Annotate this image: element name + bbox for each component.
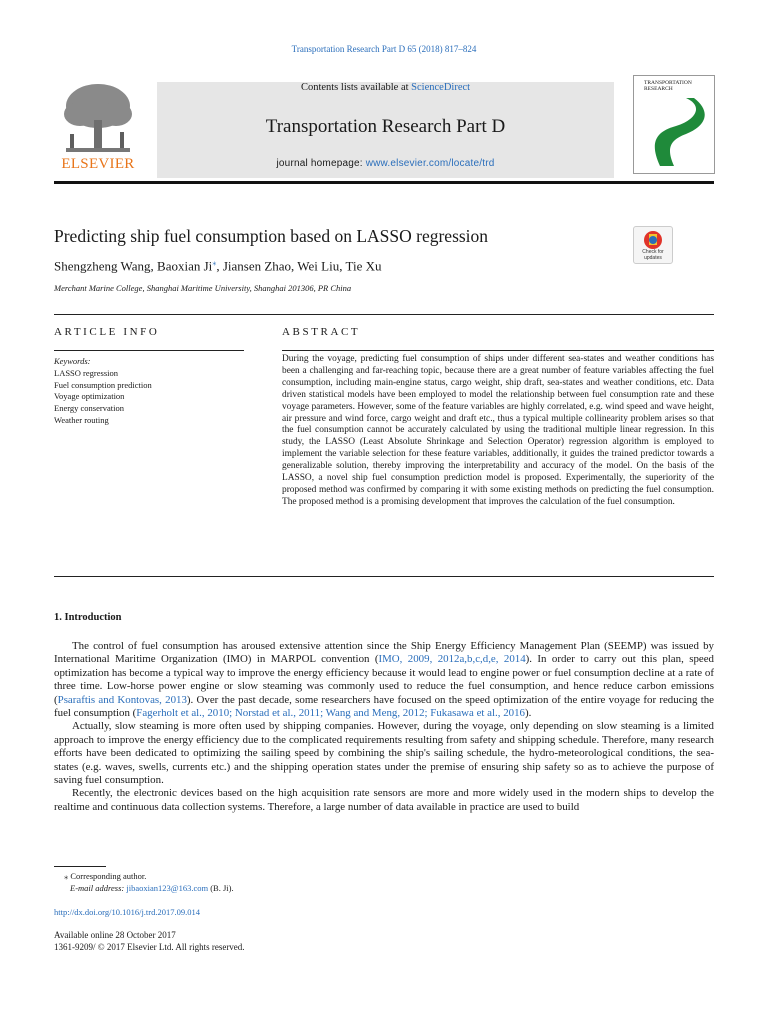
keywords-label: Keywords:: [54, 356, 91, 366]
journal-reference-link[interactable]: Transportation Research Part D 65 (2018) 817–824: [291, 44, 477, 54]
copyright: 1361-9209/ © 2017 Elsevier Ltd. All rights reserved.: [54, 942, 245, 952]
email-link[interactable]: jibaoxian123@163.com: [126, 883, 209, 893]
check-for-updates-button[interactable]: [633, 226, 673, 264]
keyword-item: Energy conservation: [54, 403, 124, 414]
p1-text-c: ). Over the past decade, some researchers have focused on the speed optimization of the entire voyage for reducing the fuel consumption (: [54, 693, 714, 720]
introduction-body: [54, 640, 714, 814]
p1-text-a: The control of fuel consumption has aroused extensive attention since the Ship Energy Efficiency Management Plan (SEEMP) was issued by International Maritime Organization (IMO) in MARPOL convention (: [54, 640, 714, 666]
corresponding-author-note: ⁎ Corresponding author.: [64, 871, 147, 881]
author-list: [54, 258, 382, 274]
intro-paragraph-1: [54, 640, 714, 720]
abstract-text: During the voyage, predicting fuel consumption of ships under different sea-states and weather conditions has been a challenging and far-reaching topic, because there are a great number of feature variables affecting the fuel consumption, including main-engine status, cargo weight, ship draft, sea-states and weather conditions, etc. Data driven statistical models have been employed to model the relationship between fuel consumption rate and these voyage parameters. However, some of the feature variables are highly correlated, e.g. wind speed and wave height, air pressure and wind force, cargo weight and draft etc., thus a typical multiple collinearity problem arises so that the fuel consumption cannot be accurately calculated by using the traditional multiple linear regression. In this study, the LASSO (Least Absolute Shrinkage and Selection Operator) regression algorithm is employed to implement the variable selection for these feature variables, additionally, it guides the trained predictor towards a generalizable solution, thereby improving the interpretability and accuracy of the model. On the basis of the LASSO, a novel ship fuel consumption prediction model is proposed. Experimentally, the superiority of the proposed method was confirmed by comparing it with some existing methods on predicting the fuel consumption. The proposed method is a promising development that improves the calculation of the fuel consumption.: [282, 354, 714, 507]
citation-imo[interactable]: IMO, 2009, 2012a,b,c,d,e, 2014: [378, 653, 526, 666]
intro-paragraph-2: Actually, slow steaming is more often used by shipping companies. However, during the voyage, only depending on slow steaming is a limited approach to improve the energy efficiency due to the complicated requirements resulting from safety and shipping schedule. Therefore, many research efforts have been dedicated to optimizing the sailing speed by combining the ship's sailing schedule, the hydro-meteorological conditions, the sea-states (e.g. waves, swells, currents etc.) and the shipping operation states under the premise of ensuring ship safety so as to achieve the purpose of saving fuel consumption.: [54, 720, 714, 787]
journal-cover-thumbnail[interactable]: [633, 75, 715, 174]
intro-paragraph-3: Recently, the electronic devices based on the high acquisition rate sensors are more and more widely used in the modern ships to develop the realtime and continuous data collection systems. Therefore, a large number of data available in practice are used to build: [54, 787, 714, 813]
homepage-prefix: journal homepage:: [276, 158, 366, 169]
abstract-rule: [282, 350, 714, 351]
keyword-item: Weather routing: [54, 414, 109, 425]
citation-psaraftis[interactable]: Psaraftis and Kontovas, 2013: [57, 693, 187, 706]
contents-prefix: Contents lists available at: [300, 82, 412, 93]
publication-info: [54, 929, 245, 953]
contents-line: [157, 82, 614, 93]
check-updates-label: Check for updates: [642, 249, 664, 261]
email-line: [54, 882, 234, 894]
footnotes: [54, 870, 234, 894]
email-suffix: (B. Ji).: [208, 883, 234, 893]
keyword-item: LASSO regression: [54, 367, 118, 378]
elsevier-wordmark: ELSEVIER: [61, 156, 135, 172]
citation-fagerholt[interactable]: Fagerholt et al., 2010; Norstad et al., 2011; Wang and Meng, 2012; Fukasawa et al., 2016: [136, 707, 525, 720]
email-label: E-mail address:: [70, 883, 127, 893]
authors-part-2: , Jiansen Zhao, Wei Liu, Tie Xu: [216, 258, 382, 274]
p1-text-d: ).: [524, 707, 532, 720]
sciencedirect-link[interactable]: ScienceDirect: [411, 82, 471, 93]
section-rule-top: [54, 314, 714, 315]
article-info-heading: ARTICLE INFO: [54, 326, 160, 338]
article-title: Predicting ship fuel consumption based on LASSO regression: [54, 226, 489, 246]
introduction-heading: 1. Introduction: [54, 612, 122, 623]
keyword-item: Fuel consumption prediction: [54, 379, 152, 390]
authors-part-1: Shengzheng Wang, Baoxian Ji: [54, 258, 213, 274]
footnote-rule: [54, 866, 106, 867]
affiliation: Merchant Marine College, Shanghai Maritime University, Shanghai 201306, PR China: [54, 283, 352, 293]
p1-text-b: ). In order to carry out this plan, speed optimization has become a typical way to improve the energy efficiency because it would lead to engine power or fuel consumption decline at a rate of three time. Low-horse power engine or slow steaming was commonly used to reduce the fuel consumption, and hence reduce carbon emissions (: [54, 653, 714, 706]
abstract-heading: ABSTRACT: [282, 326, 361, 338]
doi-link[interactable]: http://dx.doi.org/10.1016/j.trd.2017.09.014: [54, 907, 200, 917]
article-info-rule: [54, 350, 244, 351]
check-updates-icon: [634, 227, 672, 251]
header-rule: [54, 181, 714, 184]
journal-homepage: [157, 158, 614, 169]
cover-road-graphic: [634, 76, 714, 173]
keywords-block: [54, 356, 244, 427]
homepage-link[interactable]: www.elsevier.com/locate/trd: [365, 158, 495, 169]
cover-title: TRANSPORTATION RESEARCH: [644, 80, 692, 92]
journal-title: Transportation Research Part D: [265, 116, 506, 137]
available-online: Available online 28 October 2017: [54, 930, 176, 940]
section-rule-bottom: [54, 576, 714, 577]
corresponding-author-mark[interactable]: ⁎: [212, 258, 217, 267]
keyword-item: Voyage optimization: [54, 391, 125, 402]
